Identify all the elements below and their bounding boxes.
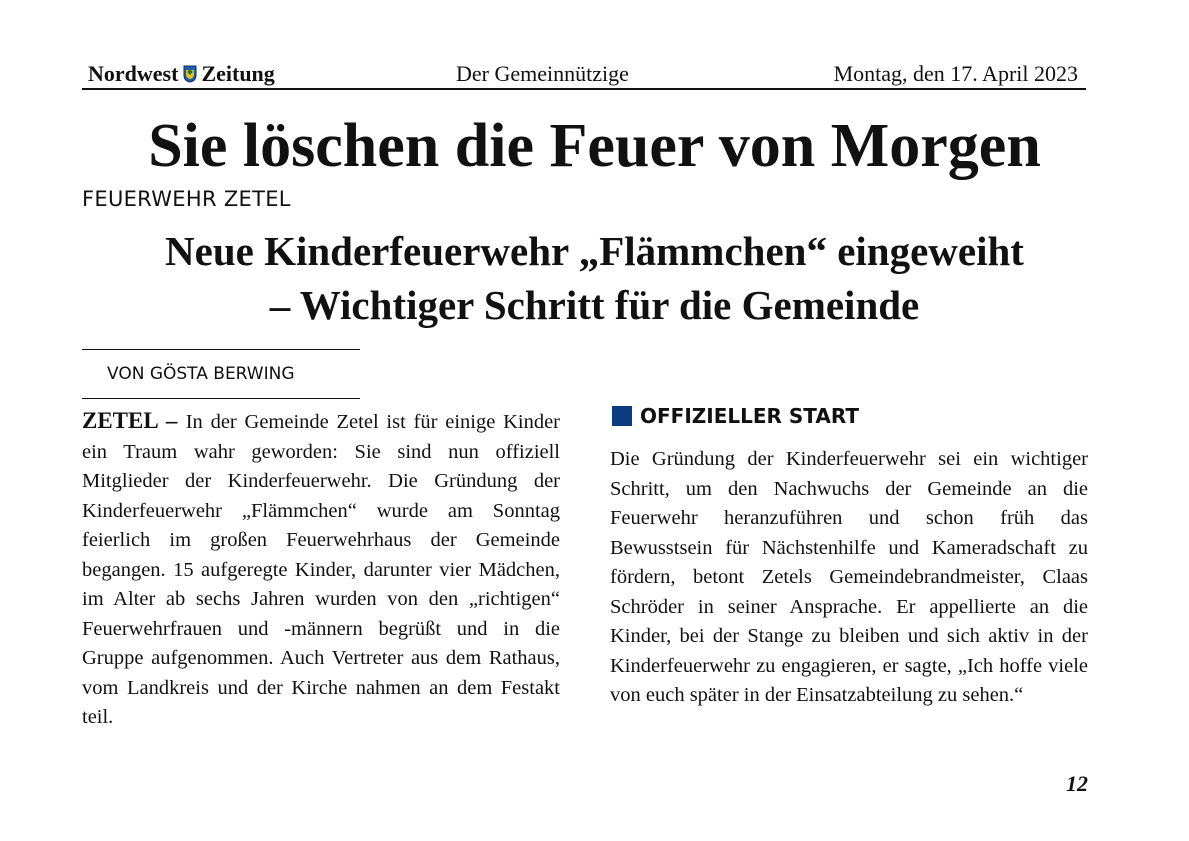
byline-rule-top (82, 349, 360, 350)
body-left-text: In der Gemeinde Zetel ist für einige Kinder ein Traum wahr geworden: Sie sind nun offiziell Mitglieder der Kinderfeuerwehr. Die Gründung der Kinderfeuerwehr „Flämmchen“ wurde am Sonntag feierlich im großen Feuerwehrhaus der Gemeinde begangen. 15 aufgeregte Kinder, darunter vier Mädchen, im Alter ab sechs Jahren wurden von den „richtigen“ Feuerwehrfrauen und -männern begrüßt und in die Gruppe aufgenommen. Auch Vertreter aus dem Rathaus, vom Landkreis und der Kirche nahmen an dem Festakt teil. (82, 411, 560, 728)
subheadline (60, 224, 1129, 332)
headline: Sie löschen die Feuer von Morgen (148, 112, 1041, 180)
newspaper-name (88, 61, 275, 87)
byline-rule-bottom (82, 398, 360, 399)
kicker: FEUERWEHR ZETEL (82, 187, 291, 211)
body-right-text: Die Gründung der Kinderfeuerwehr sei ein wichtiger Schritt, um den Nachwuchs der Gemeinde an die Feuerwehr heranzuführen und schon früh das Bewusstsein für Nächstenhilfe und Kameradschaft zu fördern, betont Zetels Gemeindebrandmeister, Claas Schröder in seiner Ansprache. Er appellierte an die Kinder, bei der Stange zu bleiben und sich aktiv in der Kinderfeuerwehr zu engagieren, er sagte, „Ich hoffe viele von euch später in der Einsatzabteilung zu sehen.“ (610, 448, 1088, 706)
dateline: ZETEL – (82, 408, 186, 433)
subheadline-line-2: – Wichtiger Schritt für die Gemeinde (269, 282, 920, 328)
article-body-right (610, 445, 1088, 711)
newspaper-name-right: Zeitung (201, 61, 275, 86)
newspaper-name-left: Nordwest (88, 61, 179, 86)
section-heading (612, 404, 859, 428)
article-body-left (82, 406, 560, 733)
square-icon (612, 406, 632, 426)
issue-date: Montag, den 17. April 2023 (833, 61, 1078, 86)
page-number: 12 (1066, 771, 1088, 796)
masthead (82, 58, 1086, 90)
coat-of-arms-icon (183, 65, 197, 83)
section-heading-text: OFFIZIELLER START (640, 404, 860, 428)
section-title: Der Gemeinnützige (456, 61, 629, 86)
byline: VON GÖSTA BERWING (107, 364, 295, 384)
subheadline-line-1: Neue Kinderfeuerwehr „Flämmchen“ eingeweiht (165, 228, 1024, 274)
